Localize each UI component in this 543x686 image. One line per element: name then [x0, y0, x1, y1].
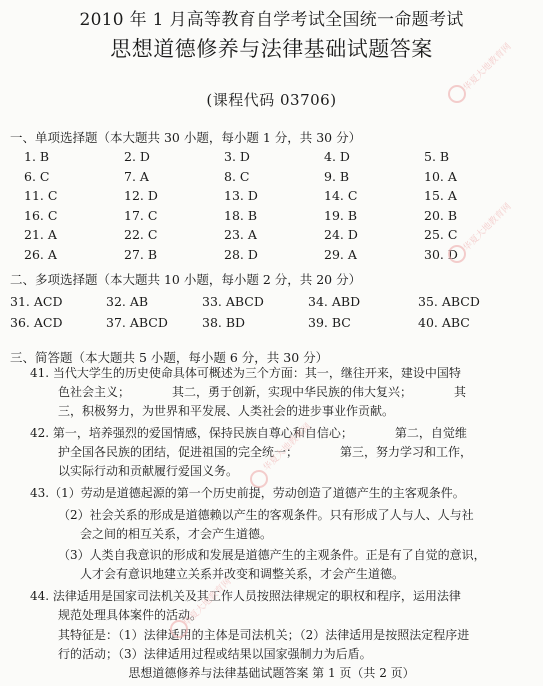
answer-cell: 25. C [424, 227, 458, 243]
answer-cell: 10. A [424, 168, 457, 184]
answer-cell: 37. ABCD [106, 315, 168, 330]
answer-cell: 35. ABCD [418, 294, 480, 309]
answer-cell: 16. C [24, 207, 58, 223]
answer-row [24, 167, 524, 187]
answer-cell: 38. BD [202, 315, 246, 330]
answer-cell: 5. B [424, 149, 450, 165]
answer-cell: 6. C [24, 168, 50, 184]
answer-cell: 17. C [124, 207, 158, 223]
answer-cell: 7. A [124, 168, 149, 184]
answer-cell: 15. A [424, 188, 457, 204]
answer-cell: 27. B [124, 246, 158, 262]
answer-cell: 21. A [24, 227, 57, 243]
answer-cell: 3. D [224, 149, 250, 165]
answer-cell: 4. D [324, 149, 350, 165]
answer-cell: 1. B [24, 149, 50, 165]
section2-answers [10, 291, 530, 333]
answer-cell: 14. C [324, 188, 358, 204]
section1-answers [24, 147, 524, 264]
answer-cell: 11. C [24, 188, 58, 204]
answer-row [24, 206, 524, 226]
answer-row [24, 147, 524, 167]
answer-41-line2: 色社会主义； 其二，勇于创新，实现中华民族的伟大复兴； 其 [58, 385, 467, 399]
watermark-logo-icon [250, 470, 268, 488]
answer-43-line3: 会之间的相互关系，才会产生道德。 [80, 527, 273, 541]
answer-cell: 40. ABC [418, 315, 470, 330]
watermark-text: 华夏大地教育网 [261, 421, 314, 474]
answer-cell: 8. C [224, 168, 250, 184]
section1-heading: 一、单项选择题（本大题共 30 小题，每小题 1 分，共 30 分） [10, 130, 362, 145]
page-footer: 思想道德修养与法律基础试题答案 第 1 页（共 2 页） [128, 666, 415, 680]
answer-42-line2: 护全国各民族的团结，促进祖国的完全统一； 第三，努力学习和工作， [58, 445, 473, 459]
answer-cell: 29. A [324, 246, 357, 262]
answer-cell: 28. D [224, 246, 258, 262]
answer-cell: 33. ABCD [202, 294, 264, 309]
answer-cell: 32. AB [106, 294, 149, 309]
answer-cell: 12. D [124, 188, 158, 204]
answer-44-line4: 行的活动；（3）法律适用过程或结果以国家强制力为后盾。 [58, 647, 372, 661]
answer-cell: 9. B [324, 168, 350, 184]
answer-41-line1: 41. 当代大学生的历史使命具体可概述为三个方面：其一，继往开来，建设中国特 [30, 366, 461, 380]
answer-row [24, 186, 524, 206]
answer-row [10, 312, 530, 333]
answer-44-line3: 其特征是：（1）法律适用的主体是司法机关；（2）法律适用是按照法定程序进 [58, 628, 470, 642]
answer-cell: 24. D [324, 227, 358, 243]
answer-44-line2: 规范处理具体案件的活动。 [58, 608, 203, 622]
exam-title: 2010 年 1 月高等教育自学考试全国统一命题考试 [79, 10, 464, 30]
answer-43-line2: （2）社会关系的形成是道德赖以产生的客观条件。只有形成了人与人、人与社 [58, 508, 474, 522]
answer-43-line4: （3）人类自我意识的形成和发展是道德产生的主观条件。正是有了自觉的意识， [58, 548, 486, 562]
answer-41-line3: 三，积极努力，为世界和平发展、人类社会的进步事业作贡献。 [58, 404, 395, 418]
course-code: (课程代码 03706) [206, 91, 337, 109]
answer-42-line3: 以实际行动和贡献履行爱国义务。 [58, 464, 239, 478]
watermark-text: 华夏大地教育网 [181, 576, 234, 629]
answer-cell: 31. ACD [10, 294, 63, 309]
watermark-text: 华夏大地教育网 [461, 201, 514, 254]
answer-cell: 34. ABD [308, 294, 361, 309]
answer-cell: 39. BC [308, 315, 351, 330]
answer-cell: 26. A [24, 246, 57, 262]
answer-44-line1: 44. 法律适用是国家司法机关及其工作人员按照法律规定的职权和程序，运用法律 [30, 589, 461, 603]
answer-row [10, 291, 530, 312]
answer-row [24, 225, 524, 245]
subject-title: 思想道德修养与法律基础试题答案 [110, 37, 433, 61]
answer-cell: 23. A [224, 227, 257, 243]
answer-cell: 2. D [124, 149, 150, 165]
answer-cell: 30. D [424, 246, 458, 262]
answer-cell: 13. D [224, 188, 258, 204]
answer-cell: 20. B [424, 207, 458, 223]
answer-43-line5: 人才会有意识地建立关系并改变和调整关系，才会产生道德。 [80, 567, 405, 581]
answer-cell: 22. C [124, 227, 158, 243]
section2-heading: 二、多项选择题（本大题共 10 小题，每小题 2 分，共 20 分） [10, 272, 362, 287]
answer-cell: 19. B [324, 207, 358, 223]
answer-43-line1: 43.（1）劳动是道德起源的第一个历史前提，劳动创造了道德产生的主客观条件。 [30, 486, 465, 500]
answer-cell: 18. B [224, 207, 258, 223]
section3-heading: 三、简答题（本大题共 5 小题，每小题 6 分，共 30 分） [10, 350, 329, 365]
watermark-text: 华夏大地教育网 [461, 41, 514, 94]
answer-cell: 36. ACD [10, 315, 63, 330]
answer-42-line1: 42. 第一，培养强烈的爱国情感，保持民族自尊心和自信心； 第二，自觉维 [30, 426, 467, 440]
